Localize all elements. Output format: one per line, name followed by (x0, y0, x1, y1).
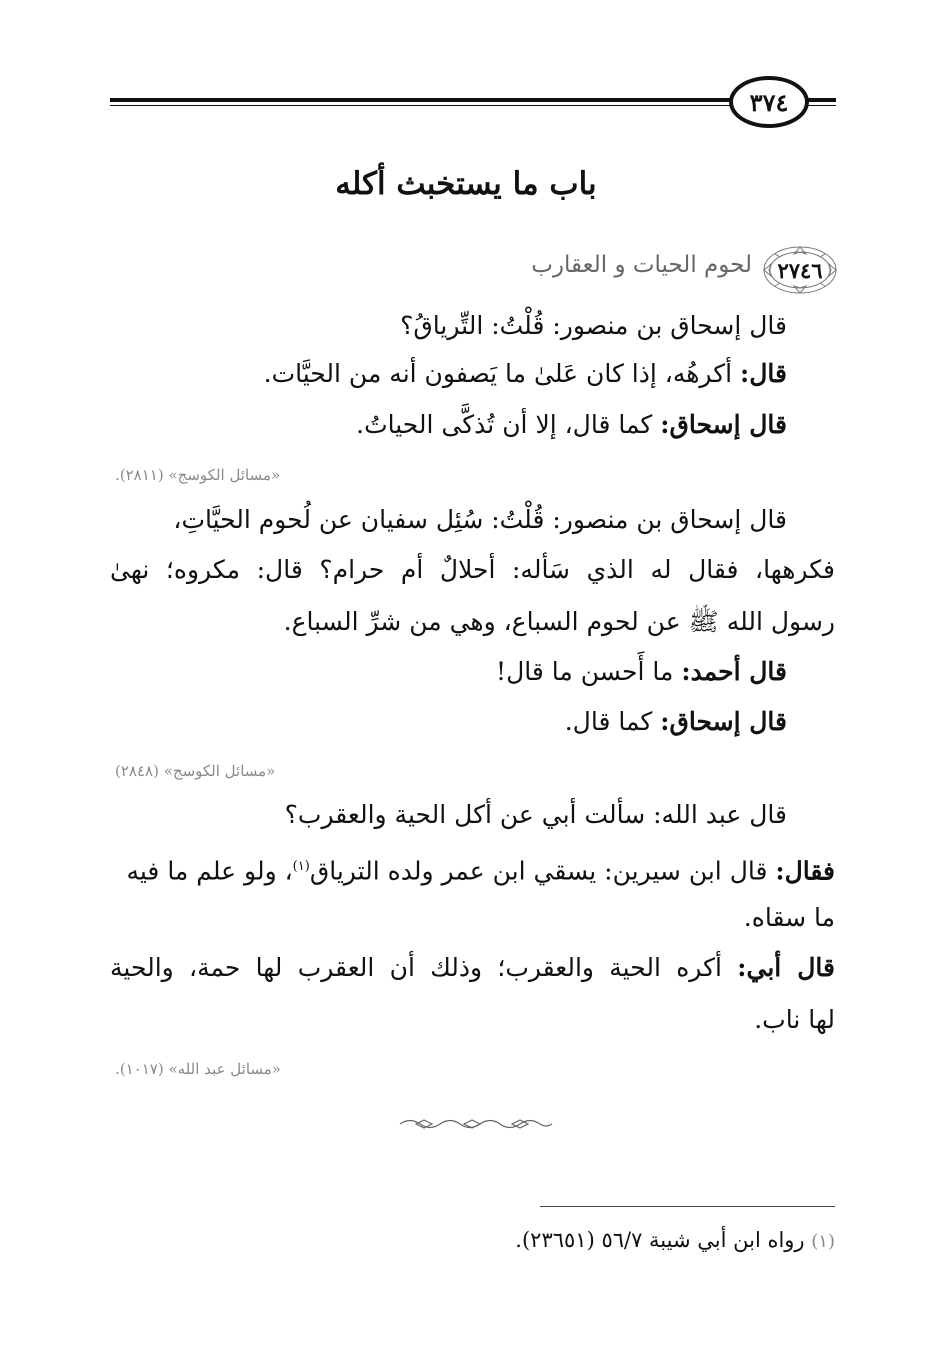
text-line: قال عبد الله: سألت أبي عن أكل الحية والعقرب؟ (284, 800, 787, 829)
source-citation: «مسائل الكوسج» (٢٨١١). (115, 466, 281, 484)
speaker-label: قال أبي: (737, 953, 835, 982)
section-divider-ornament-icon (396, 1116, 556, 1132)
line-text: أكرهُه، إذا كان عَلىٰ ما يَصفون أنه من الحيَّات. (263, 359, 733, 388)
footnote-marker: (١) (811, 1231, 835, 1252)
footnote-text: رواه ابن أبي شيبة ٥٦/٧ (٢٣٦٥١). (515, 1228, 805, 1252)
line-text: قال ابن سيرين: يسقي ابن عمر ولده الترياق (309, 856, 768, 886)
text-line (496, 652, 787, 692)
entry-number: ٢٧٤٦ (777, 257, 823, 283)
speaker-label: قال إسحاق: (660, 410, 787, 439)
text-line: فكرهها، فقال له الذي سَأله: أحلالٌ أم حرام؟ قال: مكروه؛ نهىٰ (110, 555, 835, 584)
line-text: كما قال. (564, 707, 653, 736)
speaker-label: قال إسحاق: (660, 707, 787, 736)
text-line (110, 847, 835, 891)
header-rule-end (808, 98, 836, 106)
footnote-reference[interactable]: (١) (292, 859, 310, 874)
line-text: ، ولو علم ما فيه (126, 856, 293, 886)
text-line: لها ناب. (754, 1005, 835, 1034)
entry-heading: لحوم الحيات و العقارب (531, 252, 752, 278)
text-line: قال إسحاق بن منصور: قُلْتُ: سُئِل سفيان عن لُحوم الحيَّاتِ، (173, 505, 787, 534)
footnote (515, 1228, 835, 1252)
footnote-rule (540, 1206, 835, 1207)
line-text: ما أَحسن ما قال! (496, 657, 674, 686)
speaker-label: قال أحمد: (681, 657, 787, 686)
speaker-label: قال: (740, 359, 787, 388)
text-line: رسول الله ﷺ عن لحوم السباع، وهي من شرِّ السباع. (283, 607, 835, 636)
text-line (356, 405, 787, 445)
entry-number-badge (760, 244, 840, 296)
source-citation: «مسائل الكوسج» (٢٨٤٨) (115, 762, 276, 780)
text-line (565, 702, 787, 742)
text-line (264, 354, 787, 394)
text-line: قال إسحاق بن منصور: قُلْتُ: التِّرياقُ؟ (400, 311, 787, 340)
text-line (110, 948, 835, 988)
speaker-label: فقال: (775, 856, 835, 886)
page-number: ٣٧٤ (729, 76, 809, 128)
line-text: كما قال، إلا أن تُذكَّى الحياتُ. (356, 410, 653, 439)
source-citation: «مسائل عبد الله» (١٠١٧). (115, 1060, 281, 1078)
line-text: أكره الحية والعقرب؛ وذلك أن العقرب لها حمة، والحية (110, 953, 722, 982)
chapter-title: باب ما يستخبث أكله (335, 166, 597, 202)
text-line: ما سقاه. (743, 903, 835, 932)
header-rule (110, 98, 730, 106)
